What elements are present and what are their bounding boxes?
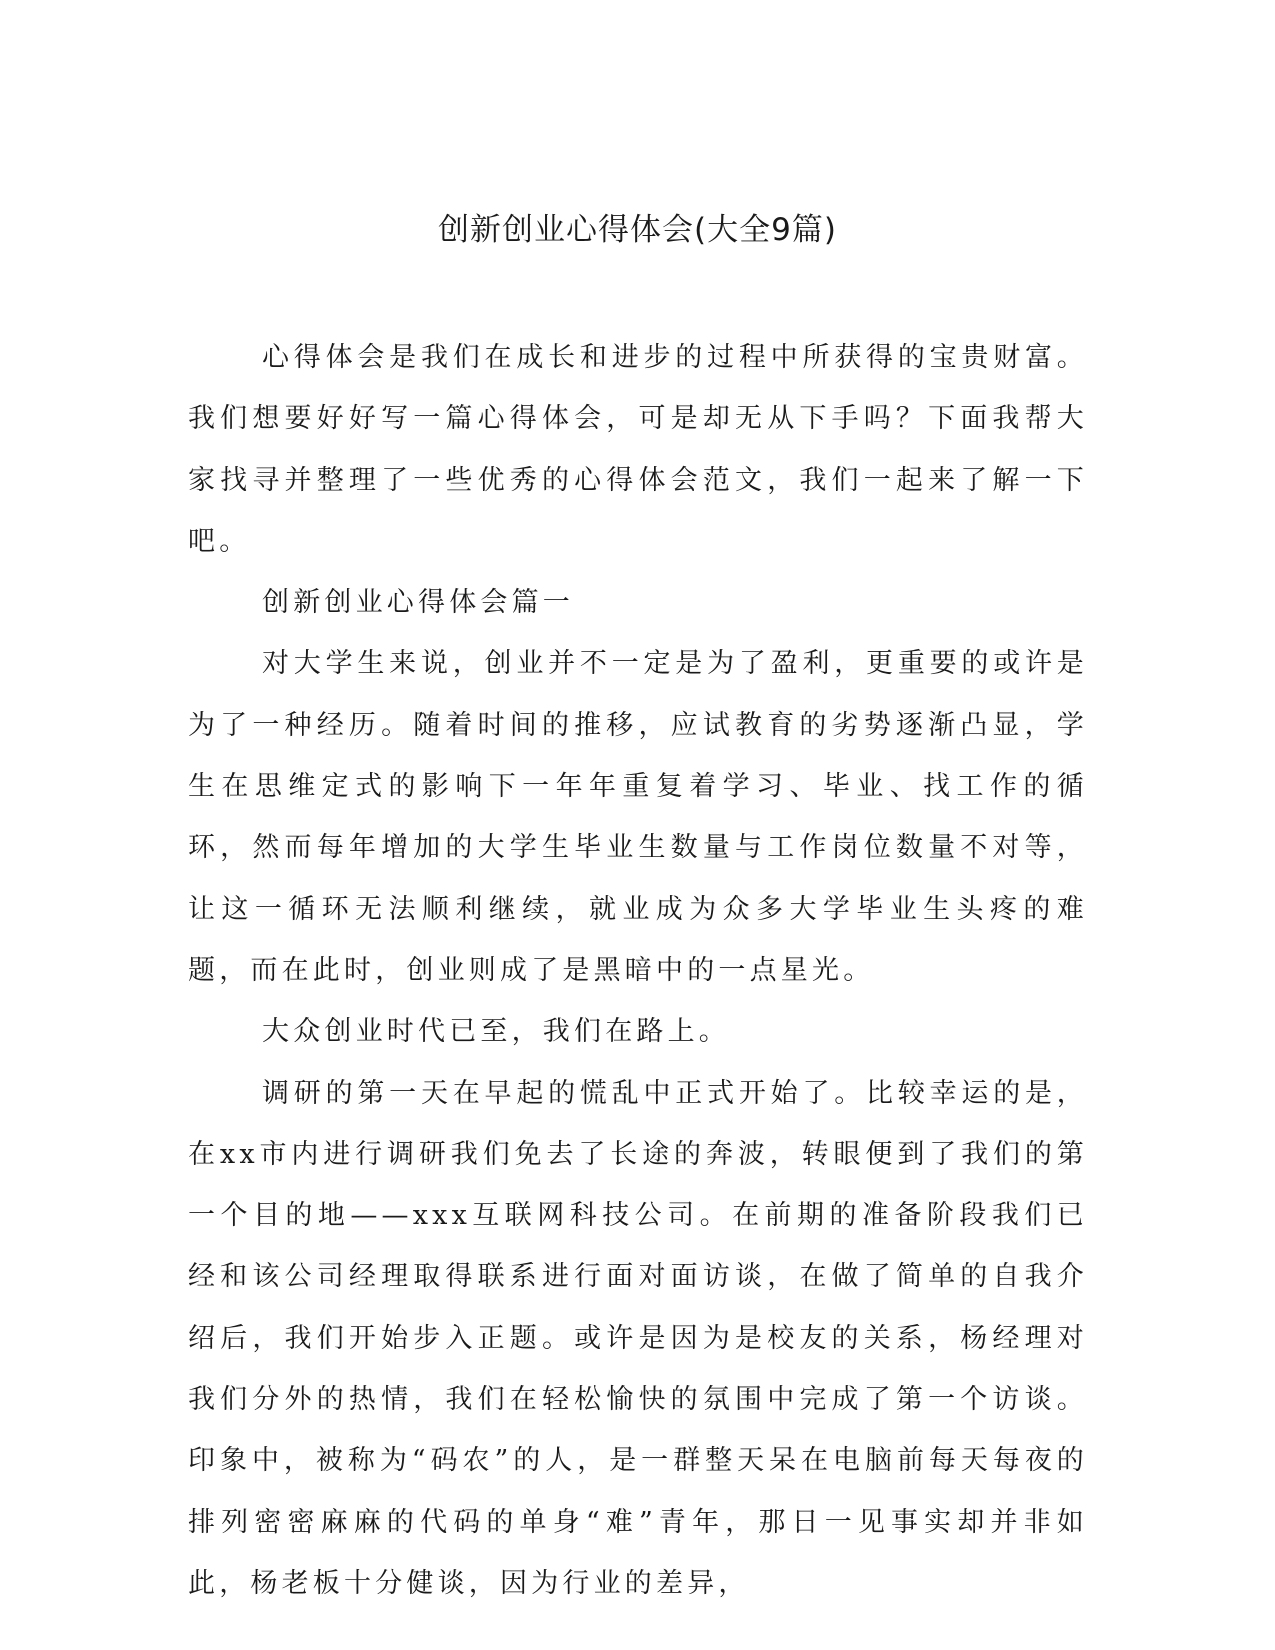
document-title: 创新创业心得体会(大全9篇) (438, 212, 837, 248)
document-body (188, 327, 1088, 1614)
paragraph-intro: 心得体会是我们在成长和进步的过程中所获得的宝贵财富。我们想要好好写一篇心得体会，可是却无从下手吗？下面我帮大家找寻并整理了一些优秀的心得体会范文，我们一起来了解一下吧。 (188, 342, 1088, 557)
section-heading: 创新创业心得体会篇一 (262, 587, 574, 619)
paragraph: 调研的第一天在早起的慌乱中正式开始了。比较幸运的是，在xx市内进行调研我们免去了长途的奔波，转眼便到了我们的第一个目的地——xxx互联网科技公司。在前期的准备阶段我们已经和该公司经理取得联系进行面对面访谈，在做了简单的自我介绍后，我们开始步入正题。或许是因为是校友的关系，杨经理对我们分外的热情，我们在轻松愉快的氛围中完成了第一个访谈。印象中，被称为“码农”的人，是一群整天呆在电脑前每天每夜的排列密密麻麻的代码的单身“难”青年，那日一见事实却并非如此，杨老板十分健谈，因为行业的差异， (188, 1077, 1088, 1599)
paragraph: 对大学生来说，创业并不一定是为了盈利，更重要的或许是为了一种经历。随着时间的推移，应试教育的劣势逐渐凸显，学生在思维定式的影响下一年年重复着学习、毕业、找工作的循环，然而每年增加的大学生毕业生数量与工作岗位数量不对等，让这一循环无法顺利继续，就业成为众多大学毕业生头疼的难题，而在此时，创业则成了是黑暗中的一点星光。 (188, 648, 1088, 986)
paragraph: 大众创业时代已至，我们在路上。 (262, 1016, 730, 1048)
